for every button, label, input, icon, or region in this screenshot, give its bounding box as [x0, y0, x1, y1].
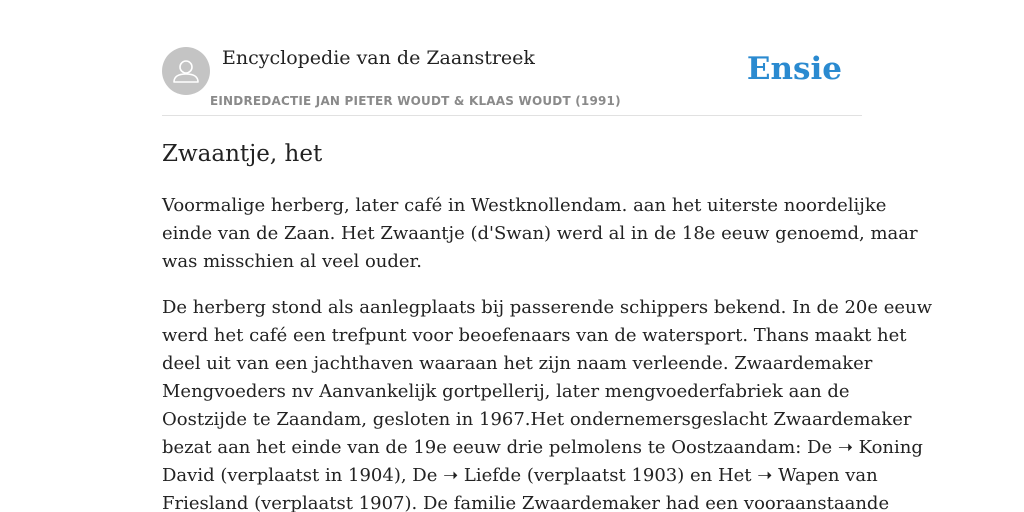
text-line: einde van de Zaan. Het Zwaantje (d'Swan) werd al in de 18e eeuw genoemd, maar: [162, 223, 918, 244]
text-line: Friesland (verplaatst 1907). De familie Zwaardemaker had een vooraanstaande: [162, 493, 890, 512]
publication-title[interactable]: Encyclopedie van de Zaanstreek: [222, 47, 535, 69]
user-silhouette-icon: [162, 47, 210, 95]
avatar[interactable]: [162, 47, 210, 95]
paragraph: [162, 192, 918, 276]
text-line: Oostzijde te Zaandam, gesloten in 1967.Het ondernemersgeslacht Zwaardemaker: [162, 409, 912, 430]
text-line: De herberg stond als aanlegplaats bij passerende schippers bekend. In de 20e eeuw: [162, 297, 933, 318]
publication-editors: EINDREDACTIE JAN PIETER WOUDT & KLAAS WOUDT (1991): [210, 94, 621, 108]
publication-header: [162, 0, 862, 116]
text-line: werd het café een trefpunt voor beoefenaars van de watersport. Thans maakt het: [162, 325, 907, 346]
text-line: deel uit van een jachthaven waaraan het zijn naam verleende. Zwaardemaker: [162, 353, 873, 374]
entry-title: Zwaantje, het: [162, 141, 323, 167]
paragraph: [162, 294, 933, 512]
text-line: Mengvoeders nv Aanvankelijk gortpellerij, later mengvoederfabriek aan de: [162, 381, 850, 402]
text-line: Voormalige herberg, later café in Westknollendam. aan het uiterste noordelijke: [162, 195, 887, 216]
article-container: [162, 0, 933, 512]
text-line: David (verplaatst in 1904), De ➝ Liefde (verplaatst 1903) en Het ➝ Wapen van: [162, 465, 878, 486]
entry-body: [162, 192, 933, 512]
brand-logo-link[interactable]: Ensie: [746, 51, 842, 87]
text-line: bezat aan het einde van de 19e eeuw drie pelmolens te Oostzaandam: De ➝ Koning: [162, 437, 923, 458]
text-line: was misschien al veel ouder.: [162, 251, 422, 272]
